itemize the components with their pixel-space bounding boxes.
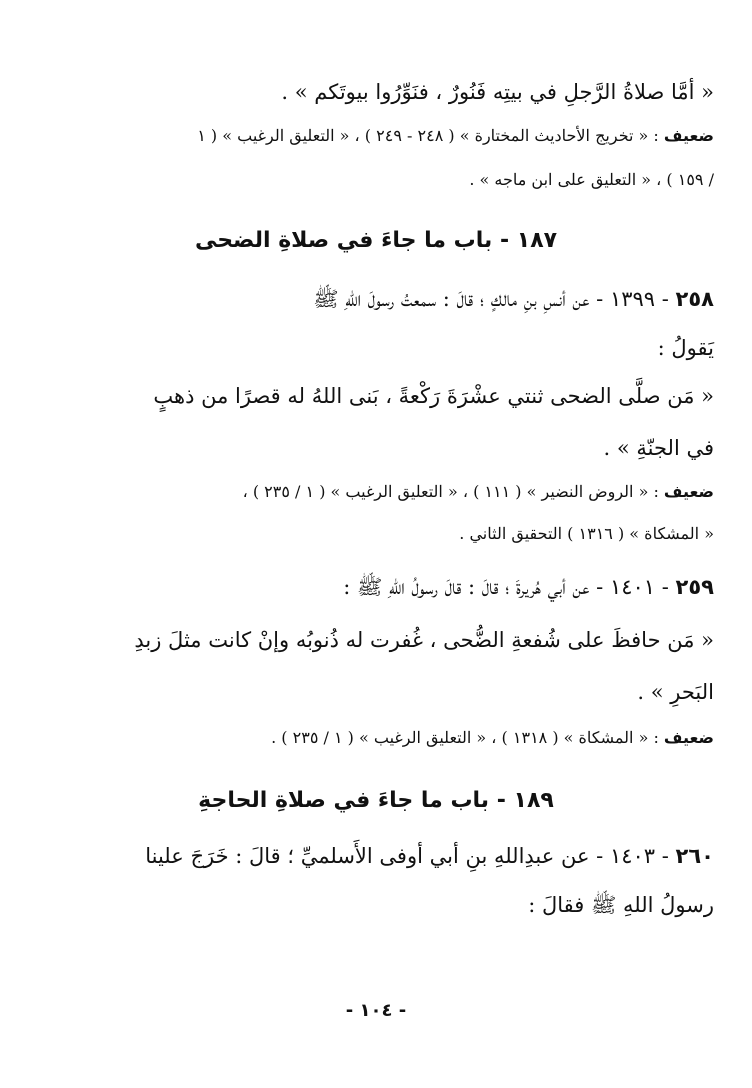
hadith-number: ٢٥٩	[675, 575, 714, 599]
chapter-heading: ١٨٧ - باب ما جاءَ في صلاةِ الضحى	[194, 228, 558, 253]
hadith-text-line: « مَن حافظَ على شُفعةِ الضُّحى ، غُفرت له ذُنوبُه وإنْ كانت مثلَ زبدِ	[134, 628, 714, 652]
hadith-isnad-line	[38, 574, 714, 605]
grading-sources: : « الروض النضير » ( ١١١ ) ، « التعليق الرغيب » ( ١ / ٢٣٥ ) ،	[242, 482, 659, 501]
grading-line-cont: / ١٥٩ ) ، « التعليق على ابن ماجه » .	[469, 170, 714, 189]
grading-line	[38, 126, 714, 145]
grading-sources: : « المشكاة » ( ١٣١٨ ) ، « التعليق الرغيب » ( ١ / ٢٣٥ ) .	[271, 728, 659, 747]
grading-line	[38, 482, 714, 501]
page-number: - ١٠٤ -	[345, 1000, 407, 1021]
hadith-isnad: - ١٣٩٩ - عن أنسِ بنِ مالكٍ ؛ قالَ : سمعتُ رسولَ اللهِ ﷺ	[313, 287, 669, 311]
chapter-heading: ١٨٩ - باب ما جاءَ في صلاةِ الحاجةِ	[198, 788, 554, 813]
hadith-text-line: البَحرِ » .	[637, 680, 714, 704]
grading-line-cont: « المشكاة » ( ١٣١٦ ) التحقيق الثاني .	[459, 524, 714, 543]
hadith-text-line: « أمَّا صلاةُ الرَّجلِ في بيتِه فَنُورٌ ، فنَوِّرُوا بيوتَكم » .	[281, 80, 714, 104]
grading-label: ضعيف	[663, 728, 714, 747]
hadith-isnad-line	[38, 286, 714, 317]
hadith-number: ٢٦٠	[675, 844, 714, 868]
grading-label: ضعيف	[663, 126, 714, 145]
hadith-text-line: رسولُ اللهِ ﷺ فقالَ :	[528, 893, 714, 917]
hadith-isnad-line	[38, 844, 714, 868]
hadith-isnad: - ١٤٠٣ - عن عبدِاللهِ بنِ أبي أوفى الأَسلميِّ ؛ قالَ : خَرَجَ علينا	[145, 844, 669, 868]
hadith-number: ٢٥٨	[675, 287, 714, 311]
grading-line	[38, 728, 714, 747]
grading-label: ضعيف	[663, 482, 714, 501]
hadith-text-line: « مَن صلَّى الضحى ثنتي عشْرَةَ رَكْعةً ، بَنى اللهُ له قصرًا من ذهبٍ	[153, 384, 714, 408]
hadith-isnad: - ١٤٠١ - عن أبي هُريرةَ ؛ قالَ : قالَ رسولُ اللهِ ﷺ :	[343, 575, 669, 599]
hadith-text-line: في الجنّةِ » .	[603, 436, 714, 460]
hadith-text-line: يَقولُ :	[657, 336, 714, 360]
grading-sources: : « تخريج الأحاديث المختارة » ( ٢٤٨ - ٢٤٩ ) ، « التعليق الرغيب » ( ١	[197, 126, 659, 145]
